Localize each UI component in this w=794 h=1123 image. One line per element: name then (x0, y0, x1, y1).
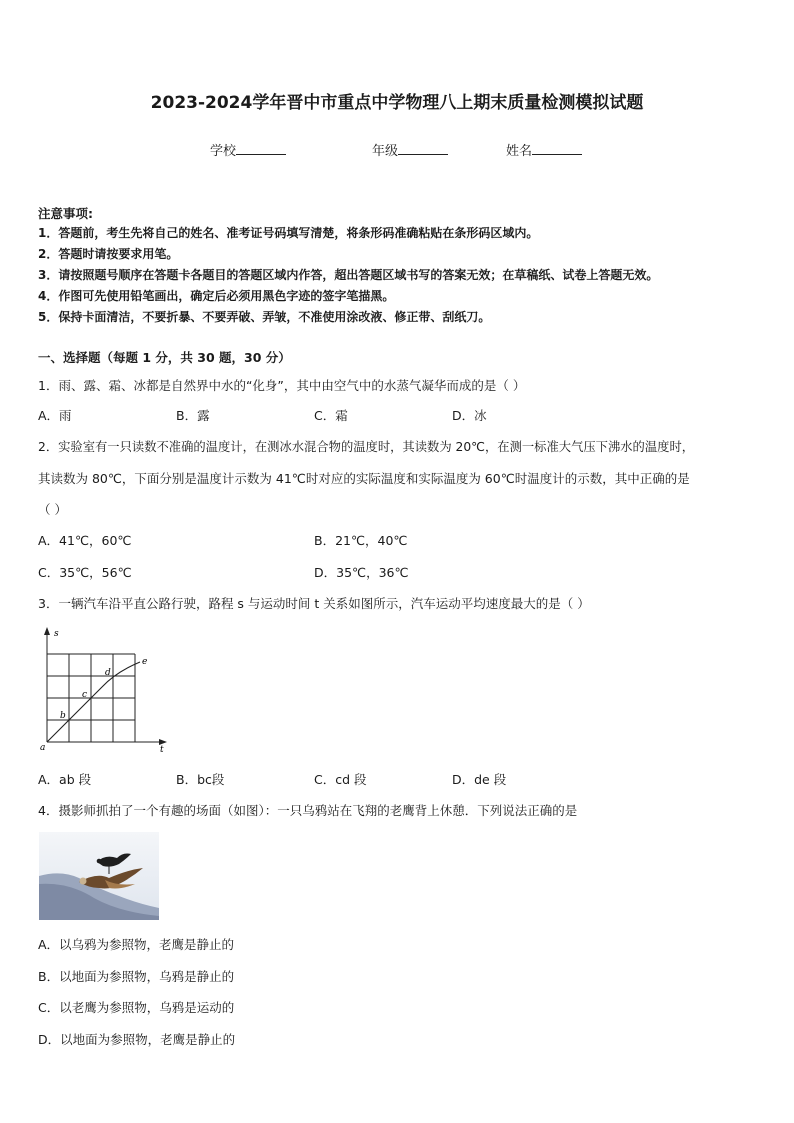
q1-option-d: D．冰 (452, 408, 487, 423)
q1-option-b: B．露 (176, 408, 210, 423)
school-field (210, 140, 286, 159)
q3-option-c: C．cd 段 (314, 772, 367, 787)
exam-title: 2023-2024学年晋中市重点中学物理八上期末质量检测模拟试题 (150, 93, 644, 113)
point-e-label: e (142, 657, 148, 667)
name-label: 姓名 (506, 144, 533, 159)
name-field (506, 140, 582, 159)
q2-option-c: C．35℃，56℃ (38, 565, 132, 580)
q4-option-c: C．以老鹰为参照物，乌鸦是运动的 (38, 1000, 235, 1015)
name-blank (532, 142, 582, 155)
question-1-stem: 1．雨、露、霜、冰都是自然界中水的“化身”，其中由空气中的水蒸气凝华而成的是（ ） (38, 378, 526, 393)
s-axis-arrow (44, 627, 50, 635)
notice-heading: 注意事项: (38, 206, 93, 221)
grade-label: 年级 (372, 144, 399, 159)
q1-option-a: A．雨 (38, 408, 72, 423)
point-a-label: a (40, 743, 46, 753)
q3-option-b: B．bc段 (176, 772, 225, 787)
q2-option-a: A．41℃，60℃ (38, 533, 132, 548)
distance-time-graph (36, 624, 176, 754)
t-axis-label: t (160, 745, 164, 754)
notice-item: 2．答题时请按要求用笔。 (38, 247, 179, 261)
notice-item: 3．请按照题号顺序在答题卡各题目的答题区域内作答，超出答题区域书写的答案无效；在草稿纸、试卷上答题无效。 (38, 268, 659, 282)
crow-on-eagle-photo (39, 832, 159, 920)
question-2-stem-line3: （ ） (38, 502, 67, 517)
point-d-label: d (105, 668, 111, 678)
school-label: 学校 (210, 144, 237, 159)
question-2-stem-line2: 其读数为 80℃，下面分别是温度计示数为 41℃时对应的实际温度和实际温度为 60℃时温度计的示数，其中正确的是 (38, 471, 690, 486)
grade-field (372, 140, 448, 159)
q3-option-a: A．ab 段 (38, 772, 92, 787)
question-4-stem: 4．摄影师抓拍了一个有趣的场面（如图）：一只乌鸦站在飞翔的老鹰背上休憩．下列说法正确的是 (38, 803, 578, 818)
q4-option-b: B．以地面为参照物，乌鸦是静止的 (38, 969, 235, 984)
notice-item: 1．答题前，考生先将自己的姓名、准考证号码填写清楚，将条形码准确粘贴在条形码区域内。 (38, 226, 539, 240)
notice-item: 5．保持卡面清洁，不要折暴、不要弄破、弄皱，不准使用涂改液、修正带、刮纸刀。 (38, 310, 491, 324)
q1-option-c: C．霜 (314, 408, 348, 423)
question-2-stem-line1: 2．实验室有一只读数不准确的温度计，在测冰水混合物的温度时，其读数为 20℃，在测一标准大气压下沸水的温度时， (38, 440, 695, 454)
s-axis-label: s (54, 629, 59, 639)
section-heading: 一、选择题（每题 1 分，共 30 题，30 分） (38, 350, 291, 365)
point-c-label: c (82, 690, 88, 700)
q2-option-d: D．35℃，36℃ (314, 565, 409, 580)
question-3-stem: 3．一辆汽车沿平直公路行驶，路程 s 与运动时间 t 关系如图所示，汽车运动平均速度最大的是（ ） (38, 596, 590, 611)
q4-option-d: D．以地面为参照物，老鹰是静止的 (38, 1032, 236, 1047)
school-blank (236, 142, 286, 155)
grade-blank (398, 142, 448, 155)
point-b-label: b (60, 711, 66, 721)
q4-option-a: A．以乌鸦为参照物，老鹰是静止的 (38, 937, 235, 952)
q2-option-b: B．21℃，40℃ (314, 533, 408, 548)
q3-option-d: D．de 段 (452, 772, 507, 787)
s-t-curve (47, 662, 140, 742)
notice-item: 4．作图可先使用铅笔画出，确定后必须用黑色字迹的签字笔描黑。 (38, 289, 395, 303)
